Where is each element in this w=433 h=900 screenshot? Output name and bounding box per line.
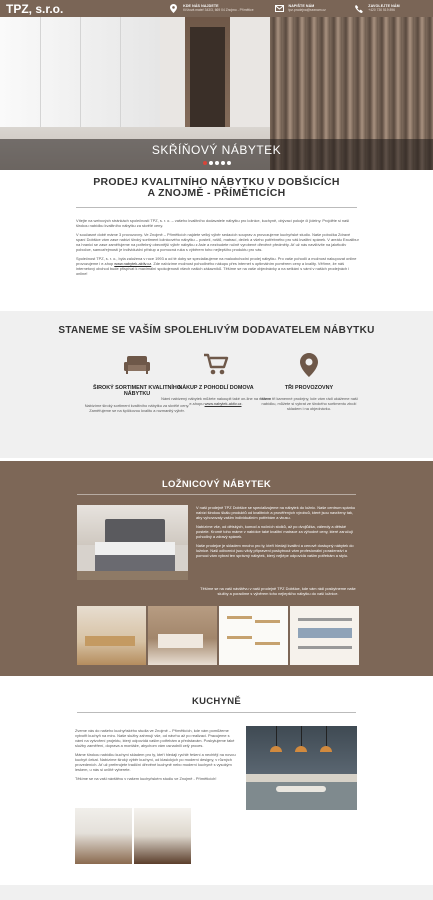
intro-paragraph: [76, 256, 359, 276]
kitchen-gallery: [75, 808, 191, 864]
contact-phone-title: ZAVOLEJTE NÁM: [368, 3, 400, 8]
slider-dot-3[interactable]: [215, 161, 219, 165]
map-pin-icon: [254, 353, 364, 377]
location-pin-icon: [168, 3, 179, 14]
phone-icon: [353, 3, 364, 14]
intro-divider: [76, 207, 357, 208]
slider-dot-1[interactable]: [203, 161, 207, 165]
intro-paragraph: Vítejte na webových stránkách společnosti TPZ, s. r. o. – vašeho kvalitního dodavatele nábytku pro ložnice, kuchyně, obývací pokoje či jídelny. Projděte si naši širokou nabídku kvalitního nábytku za skvělé ceny.: [76, 218, 349, 229]
kitchen-paragraph: Máme širokou nabídku kuchyní skladem pro ty, kteří hledají rychlé řešení a nechtějí na novou kuchyň čekat. Nabízíme široký výběr kuchyní, od klasických po moderní designy, v různých provedeních. Ať už preferujete tradiční dřevěné kuchyně nebo moderní kuchyně s vysokým leskem, u nás si určitě vyberete.: [75, 751, 236, 773]
feature-text-end: .: [241, 401, 243, 407]
kitchen-paragraph: Těšíme se na vaši návštěvu v našem kuchyňském studiu ve Znojmě - Příměticích!: [75, 775, 217, 781]
gallery-thumb[interactable]: [77, 606, 146, 665]
contact-email[interactable]: [274, 3, 354, 14]
feature-text-main: Námi nabízený nábytek můžete nakoupit také on-line na našem e-shopu: [161, 396, 271, 407]
bedroom-image: [77, 505, 188, 580]
footer-strip: [0, 885, 433, 900]
bedroom-divider: [77, 494, 356, 495]
bedroom-paragraph: V naší prodejně TPZ Dobšice se specializujeme na nábytek do ložnic. Naše centrum spánku nabízí širokou škálu produktů od kvalitních a prověřených výrobců, které jsou navrženy tak, aby vyhovovaly vašim individuálním potřebám a vkusu.: [196, 505, 356, 521]
kitchen-text: [75, 728, 238, 784]
eshop-link[interactable]: www.nabytek-aktiv.cz: [114, 260, 152, 266]
bedroom-text: [196, 505, 359, 561]
slider-dot-2[interactable]: [209, 161, 213, 165]
gallery-thumb[interactable]: [219, 606, 288, 665]
slider-dot-4[interactable]: [221, 161, 225, 165]
contact-email-detail[interactable]: tpz.prodejna@seznam.cz: [288, 8, 326, 13]
feature-title: ŠIROKÝ SORTIMENT KVALITNÍHO NÁBYTKU: [93, 385, 181, 398]
bedroom-section: [0, 461, 433, 676]
intro-p3-text: Společnost TPZ, s. r. o., byla založena v roce 1993 a od té doby se specializujeme na maloobchodní prodej nábytku. Pro vaše pohodlí a možnost nakupovat online provozujeme i e-shop: [76, 255, 357, 266]
feature-title: NÁKUP Z POHODLÍ DOMOVA: [178, 385, 254, 391]
feature-title: TŘI PROVOZOVNY: [284, 385, 334, 391]
gallery-thumb[interactable]: [75, 808, 132, 864]
intro-paragraph: V současné době máme 3 provozovny. Ve Znojmě – Příměticích najdete velký výběr sedacích souprav a provozujeme kuchyňské studio. Naše pobočka Zdravé spaní Dobšice vám zase nabízí široký sortiment ložnicového nábytku – postelí, roštů, matrací, deček a všeho potřebného pro váš kvalitní spánek. V areálu Excalibur na hranici se zase zaměřujeme na potřebný obecnější výběr nábytku z Asie a nezbudete ručně vyrobené dřevěné předměty. Ať už nás navštívíte na jakékoliv pobočce, samozřejmostí je individuální přístup a pomocná ruka s výběrem toho nejlepšího produktu pro vás.: [76, 231, 359, 252]
eshop-link[interactable]: www.nabytek-aktiv.cz: [204, 401, 242, 407]
contact-address-detail: Křížová mateř 343/3, 669 04 Znojmo - Přímětice: [183, 8, 254, 13]
contact-phone-detail[interactable]: +420 730 519 896: [368, 8, 395, 13]
intro-title-line2: A ZNOJMĚ - PŘÍMĚTICÍCH: [147, 187, 286, 199]
logo[interactable]: TPZ, s.r.o.: [6, 1, 64, 16]
bedroom-text-bottom: [77, 586, 359, 599]
gallery-thumb[interactable]: [134, 808, 191, 864]
contact-address: [168, 3, 253, 14]
kitchen-divider: [77, 712, 356, 713]
contact-address-title: KDE NÁS NAJDETE: [183, 3, 219, 8]
contact-email-title: NAPIŠTE NÁM: [288, 3, 315, 8]
intro-title-line1: PRODEJ KVALITNÍHO NÁBYTKU V DOBŠICÍCH: [93, 176, 340, 188]
intro-p3-text-end: . Zde nabízíme možnost pohodlného nákupu přes internet s optimálním poměrem ceny a kvality. Věříme, že náš internetový obchod bude přispívat k maximální spokojenosti všech našich zákazníků. Těšíme se na vaše objednávky a na setkání s vámi v našich prodejnách i online!: [76, 260, 350, 276]
feature-item: [254, 353, 364, 412]
bedroom-paragraph: Těšíme se na vaši návštěvu v naší prodejně TPZ Dobšice, kde vám rádi poskytneme naše služby a poradíme s výběrem toho nejlepšího nábytku do vaší ložnice.: [200, 586, 356, 597]
kitchen-title: KUCHYNĚ: [191, 696, 242, 707]
feature-text: Nabízíme široký sortiment kvalitního nábytku za skvělé ceny. Zaměřujeme se na špičkovou kvalitu a rozmanitý výběr.: [84, 402, 190, 413]
slider-dot-5[interactable]: [227, 161, 231, 165]
gallery-thumb[interactable]: [290, 606, 359, 665]
features-title: STANEME SE VAŠÍM SPOLEHLIVÝM DODAVATELEM NÁBYTKU: [58, 325, 375, 336]
contact-phone[interactable]: [353, 3, 433, 14]
bedroom-paragraph: Naše prodejce je skladem mnoho pro ty, kteří hledají kvalitní a cenově dostupný nábytek do ložnice. Naši odborníci jsou vždy připraveni poskytnout vám profesionální poradenství a pomoci vám vybrat ten správný nábytek, který nejlépe odpovídá vašim potřebám a stylu.: [196, 542, 354, 558]
features-section: [0, 311, 433, 458]
intro-text: [76, 218, 359, 279]
kitchen-image: [246, 726, 357, 810]
bedroom-paragraph: Nabízíme vše, od dětských, komod a nočních stolků, až po dvojlůžka, válendy a dětské postele. Kromě toho máme v nabídce také kvalitní matrace za výhodné ceny, které zaručují pohodlný a zdravý spánek.: [196, 523, 353, 539]
mail-icon: [274, 3, 285, 14]
slider-dots: [0, 161, 433, 165]
feature-text: Máme tři kamenné prodejny, kde vám rádi ukážeme naši nabídku, můžete si vybrat ze širokého sortimentu zboží skladem i na objednávku.: [260, 396, 358, 412]
bedroom-gallery: [77, 606, 359, 665]
gallery-thumb[interactable]: [148, 606, 217, 665]
hero-caption: SKŘÍŇOVÝ NÁBYTEK: [151, 143, 282, 157]
top-header: [0, 0, 433, 17]
hero-slider[interactable]: [0, 17, 433, 170]
kitchen-paragraph: Zveme vás do našeho kuchyňského studia ve Znojmě – Příměticích, kde vám pomůžeme vytvořit kuchyň na míru. Naše služby zahrnují vše, od návrhu až po realizaci. Pracujeme s vámi na vytvoření projektu, který odpovídá vašim potřebám a představám. Poskytujeme také služby zaměření, doprava a montáže, abychom vám usnadnili celý proces.: [75, 728, 235, 749]
intro-title: [60, 177, 373, 199]
bedroom-title: LOŽNICOVÝ NÁBYTEK: [161, 479, 272, 490]
